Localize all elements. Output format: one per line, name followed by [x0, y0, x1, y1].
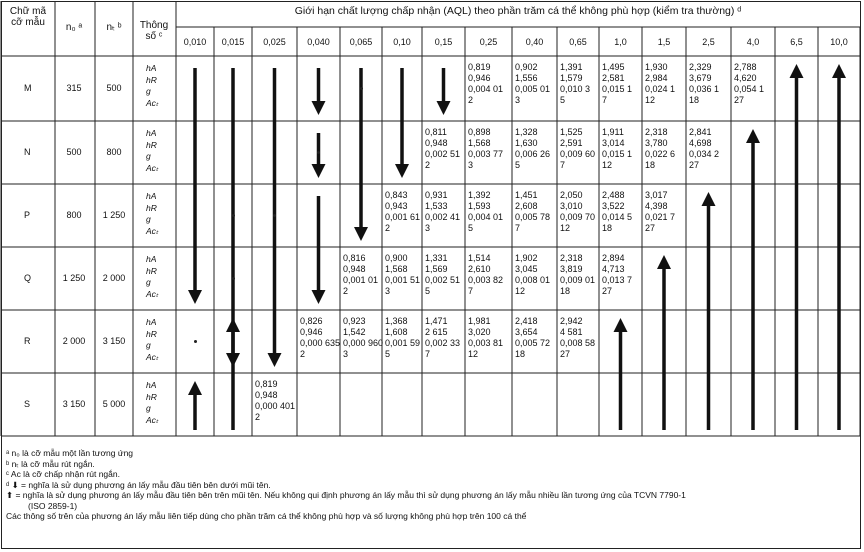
cell-value: 2,329 [689, 62, 712, 72]
arrow-up-icon [614, 318, 628, 430]
cell-value: 0,003 81 [468, 338, 504, 348]
cell-value: 5 [515, 160, 521, 170]
cell-value: 1,495 [602, 62, 625, 72]
cell-value: 0,024 1 [645, 84, 676, 94]
cell-value: 1,593 [468, 201, 491, 211]
cell-value: 0,022 6 [645, 149, 676, 159]
aql-level-1: 0,015 [221, 37, 245, 47]
cell-value: 1,556 [515, 73, 538, 83]
cell-value: 5 [425, 286, 431, 296]
cell-value: 18 [515, 349, 526, 359]
empty-cell-dot [232, 277, 235, 280]
cell-value: 12 [602, 160, 613, 170]
cell-values [515, 253, 550, 297]
cell-value: 3 [515, 95, 521, 105]
param-symbols [146, 317, 158, 363]
cell-value: 27 [602, 286, 613, 296]
cell-value: 5 [468, 223, 474, 233]
cell-values [602, 127, 632, 171]
cell-value: 0,015 1 [602, 84, 633, 94]
param-symbols [146, 191, 158, 237]
cell-value: 0,054 1 [734, 84, 765, 94]
param-symbol: hA [146, 380, 157, 390]
param-symbol: g [146, 151, 151, 161]
row-n0-M: 315 [66, 82, 82, 93]
cell-value: 5 [560, 95, 566, 105]
cell-value: 3 [343, 349, 349, 359]
cell-value: 0,013 7 [602, 275, 633, 285]
cell-value: 0,946 [468, 73, 491, 83]
cell-value: 0,036 1 [689, 84, 720, 94]
footnote-6: Các thông số trên của phương án lấy mẫu liên tiếp dùng cho phần trăm cá thể không phù hợp và số lượng không phù hợp trên 100 cá thể [6, 511, 527, 521]
param-symbol: g [146, 86, 151, 96]
cell-value: 3,679 [689, 73, 712, 83]
cell-values [645, 127, 675, 171]
cell-values [385, 316, 420, 360]
cell-values [560, 316, 595, 360]
cell-value: 3,522 [602, 201, 625, 211]
cell-values [425, 316, 460, 360]
row-code-P: P [24, 209, 31, 220]
cell-value: 0,008 01 [515, 275, 551, 285]
cell-value: 1,542 [343, 327, 366, 337]
empty-cell-dot [232, 214, 235, 217]
row-code-Q: Q [24, 272, 32, 283]
cell-value: 1,533 [425, 201, 448, 211]
aql-level-2: 0,025 [263, 37, 286, 47]
cell-value: 0,002 51 [425, 149, 461, 159]
aql-level-11: 1,5 [657, 37, 671, 47]
cell-value: 1,328 [515, 127, 538, 137]
aql-level-0: 0,010 [183, 37, 207, 47]
cell-value: 2,608 [515, 201, 538, 211]
cell-value: 0,819 [468, 62, 491, 72]
cell-value: 0,034 2 [689, 149, 720, 159]
cell-value: 1,568 [468, 138, 491, 148]
param-symbol: hR [146, 74, 157, 85]
cell-value: 3,020 [468, 327, 491, 337]
row-nt-P: 1 250 [102, 209, 126, 220]
cell-values [560, 127, 595, 171]
param-symbol: Acₜ [146, 351, 159, 362]
cell-value: 1,902 [515, 253, 538, 263]
row-code-S: S [24, 398, 31, 409]
cell-value: 1,930 [645, 62, 668, 72]
cell-value: 1,451 [515, 190, 538, 200]
cell-values [515, 190, 550, 234]
cell-value: 18 [602, 223, 613, 233]
aql-level-9: 0,65 [569, 37, 587, 47]
cell-value: 4 581 [560, 327, 583, 337]
cell-value: 0,001 61 [385, 212, 421, 222]
cell-value: 7 [515, 223, 521, 233]
footnote-3: ᵈ ⬇ = nghĩa là sử dụng phương án lấy mẫu đầu tiên bên dưới mũi tên. [6, 479, 271, 490]
param-symbol: hA [146, 254, 157, 264]
cell-values [602, 190, 632, 234]
param-symbol: g [146, 340, 151, 350]
cell-value: 7 [468, 286, 474, 296]
cell-value: 0,819 [255, 379, 278, 389]
row-code-M: M [24, 82, 32, 93]
row-code-R: R [24, 335, 31, 346]
empty-cell-dot [273, 214, 276, 217]
arrow-down-icon [354, 68, 368, 241]
cell-value: 2,418 [515, 316, 538, 326]
row-n0-N: 500 [66, 146, 82, 157]
cell-values [255, 379, 295, 423]
cell-value: 1,579 [560, 73, 583, 83]
param-symbol: Acₜ [146, 225, 159, 236]
aql-level-15: 10,0 [830, 37, 848, 47]
cell-value: 3 [385, 286, 391, 296]
arrow-down-icon [312, 196, 326, 304]
cell-value: 0,003 77 [468, 149, 504, 159]
cell-value: 0,001 59 [385, 338, 421, 348]
aql-level-12: 2,5 [702, 37, 715, 47]
cell-value: 3,819 [560, 264, 583, 274]
arrow-down-icon [395, 68, 409, 178]
cell-value: 1,608 [385, 327, 408, 337]
cell-value: 0,004 01 [468, 212, 504, 222]
cell-value: 0,000 635 [300, 338, 341, 348]
cell-value: 2,591 [560, 138, 583, 148]
param-symbol: hA [146, 191, 157, 201]
param-symbol: hR [146, 265, 157, 276]
param-symbol: g [146, 214, 151, 224]
cell-value: 12 [645, 95, 656, 105]
cell-value: 2,841 [689, 127, 712, 137]
cell-value: 0,015 1 [602, 149, 633, 159]
footnote-1: ᵇ nₜ là cỡ mẫu rút ngắn. [6, 458, 95, 469]
cell-value: 0,948 [425, 138, 448, 148]
cell-value: 18 [645, 160, 656, 170]
cell-value: 1,331 [425, 253, 448, 263]
cell-value: 27 [560, 349, 571, 359]
cell-value: 18 [560, 286, 571, 296]
cell-value: 2,788 [734, 62, 757, 72]
cell-values [343, 253, 378, 297]
row-n0-P: 800 [66, 209, 82, 220]
param-symbol: Acₜ [146, 162, 159, 173]
cell-value: 1,911 [602, 127, 624, 137]
cell-values [425, 253, 460, 297]
row-n0-Q: 1 250 [62, 272, 86, 283]
cell-value: 0,000 401 [255, 401, 296, 411]
cell-value: 0,002 33 [425, 338, 461, 348]
param-symbol: hA [146, 128, 157, 138]
row-nt-R: 3 150 [102, 335, 126, 346]
cell-value: 3,014 [602, 138, 625, 148]
aql-level-10: 1,0 [614, 37, 627, 47]
cell-value: 0,003 82 [468, 275, 504, 285]
cell-value: 0,005 01 [515, 84, 551, 94]
empty-cell-dot [194, 340, 197, 343]
cell-value: 4,713 [602, 264, 625, 274]
cell-value: 0,002 51 [425, 275, 461, 285]
cell-value: 1,981 [468, 316, 491, 326]
cell-value: 0,005 72 [515, 338, 551, 348]
aql-title: Giới hạn chất lượng chấp nhận (AQL) theo phần trăm cá thể không phù hợp (kiểm tra thường) ᵈ [294, 5, 742, 17]
aql-level-6: 0,15 [434, 37, 453, 47]
row-nt-M: 500 [106, 82, 122, 93]
cell-value: 0,898 [468, 127, 491, 137]
param-symbols [146, 380, 158, 426]
cell-value: 27 [734, 95, 745, 105]
cell-value: 0,009 70 [560, 212, 596, 222]
cell-value: 0,001 01 [343, 275, 379, 285]
cell-value: 3,654 [515, 327, 538, 337]
cell-value: 2,318 [645, 127, 668, 137]
footnote-4: ⬆ = nghĩa là sử dụng phương án lấy mẫu đầu tiên bên trên mũi tên. Nếu không qui định phương án lấy mẫu thì sử dụng phương án lấy mẫu nhiều lần tương ứng của TCVN 7790-1 [6, 490, 686, 500]
cell-value: 0,002 41 [425, 212, 461, 222]
cell-values [689, 127, 719, 171]
param-symbols [146, 254, 158, 300]
cell-value: 1,471 [425, 316, 448, 326]
param-symbol: g [146, 277, 151, 287]
cell-value: 2 [255, 412, 261, 422]
cell-values [515, 316, 550, 360]
cell-value: 0,902 [515, 62, 538, 72]
cell-value: 1,368 [385, 316, 408, 326]
cell-value: 0,009 60 [560, 149, 596, 159]
row-code-N: N [24, 146, 31, 157]
cell-values [560, 190, 595, 234]
cell-value: 3,010 [560, 201, 583, 211]
arrow-down-icon [312, 68, 326, 115]
cell-value: 0,843 [385, 190, 408, 200]
cell-value: 0,001 51 [385, 275, 421, 285]
aql-level-8: 0,40 [525, 37, 544, 47]
cell-value: 0,948 [255, 390, 278, 400]
aql-level-13: 4,0 [746, 37, 760, 47]
cell-value: 0,004 01 [468, 84, 504, 94]
cell-value: 2,318 [560, 253, 583, 263]
param-symbol: hR [146, 202, 157, 213]
aql-level-5: 0,10 [393, 37, 411, 47]
param-symbols [146, 128, 158, 174]
cell-value: 2,984 [645, 73, 668, 83]
cell-value: 1,392 [468, 190, 491, 200]
cell-value: 0,009 01 [560, 275, 596, 285]
footnote-5: (ISO 2859-1) [28, 500, 78, 511]
cell-values [602, 62, 632, 106]
cell-value: 4,398 [645, 201, 668, 211]
empty-cell-dot [360, 87, 363, 90]
cell-value: 2 [300, 349, 306, 359]
cell-value: 0,826 [300, 316, 323, 326]
param-symbols [146, 63, 158, 109]
arrow-up-icon [702, 192, 716, 430]
arrow-up-icon [657, 255, 671, 430]
arrow-up-icon [188, 381, 202, 430]
param-symbol: hR [146, 328, 157, 339]
aql-level-4: 0,065 [349, 37, 373, 47]
empty-cell-dot [317, 151, 320, 154]
cell-value: 2,610 [468, 264, 491, 274]
cell-values [385, 253, 420, 297]
cell-values [515, 127, 550, 171]
cell-value: 0,931 [425, 190, 448, 200]
col-header-n0: n₀ ᵃ [65, 22, 83, 33]
arrow-up-icon [746, 129, 760, 430]
cell-values [645, 190, 675, 234]
aql-level-7: 0,25 [479, 37, 498, 47]
row-nt-N: 800 [106, 146, 122, 157]
arrow-down-icon [312, 133, 326, 178]
cell-value: 1,514 [468, 253, 491, 263]
cell-values [468, 62, 503, 106]
cell-value: 0,010 3 [560, 84, 591, 94]
param-symbol: hR [146, 391, 157, 402]
cell-value: 12 [515, 286, 526, 296]
cell-value: 1,569 [425, 264, 448, 274]
cell-values [468, 190, 503, 234]
cell-value: 0,923 [343, 316, 366, 326]
cell-values [734, 62, 764, 106]
cell-values [385, 190, 420, 234]
aql-level-14: 6,5 [790, 37, 803, 47]
cell-value: 7 [602, 95, 608, 105]
cell-value: 4,698 [689, 138, 712, 148]
footnote-0: ᵃ n₀ là cỡ mẫu một lần tương ứng [6, 448, 134, 458]
cell-value: 2,050 [560, 190, 583, 200]
cell-value: 3,045 [515, 264, 538, 274]
cell-values [468, 253, 503, 297]
cell-values [560, 253, 595, 297]
param-symbol: Acₜ [146, 288, 159, 299]
row-n0-S: 3 150 [62, 398, 86, 409]
cell-values [425, 190, 460, 234]
cell-value: 3,017 [645, 190, 668, 200]
cell-value: 27 [645, 223, 656, 233]
arrow-up-icon [226, 318, 240, 430]
cell-value: 1,391 [560, 62, 583, 72]
cell-value: 0,008 58 [560, 338, 596, 348]
cell-value: 2,581 [602, 73, 625, 83]
cell-values [300, 316, 340, 360]
cell-values [515, 62, 550, 106]
cell-value: 12 [560, 223, 571, 233]
cell-value: 3 [425, 223, 431, 233]
cell-value: 0,006 26 [515, 149, 551, 159]
col-header-nt: nₜ ᵇ [106, 22, 122, 33]
row-nt-S: 5 000 [102, 398, 126, 409]
cell-values [602, 253, 632, 297]
cell-value: 3,780 [645, 138, 668, 148]
cell-value: 0,948 [343, 264, 366, 274]
cell-value: 2 [425, 160, 431, 170]
param-symbol: hA [146, 63, 157, 73]
cell-value: 4,620 [734, 73, 757, 83]
cell-value: 12 [468, 349, 479, 359]
cell-values [343, 316, 383, 360]
row-n0-R: 2 000 [62, 335, 86, 346]
param-symbol: hR [146, 139, 157, 150]
param-symbol: hA [146, 317, 157, 327]
cell-value: 1,630 [515, 138, 538, 148]
cell-value: 0,900 [385, 253, 408, 263]
cell-value: 3 [468, 160, 474, 170]
cell-value: 2 [385, 223, 391, 233]
cell-values [560, 62, 590, 106]
cell-value: 2 [468, 95, 474, 105]
cell-values [468, 316, 503, 360]
cell-value: 5 [385, 349, 391, 359]
cell-value: 0,811 [425, 127, 447, 137]
cell-value: 0,000 960 [343, 338, 384, 348]
cell-value: 0,946 [300, 327, 323, 337]
arrow-down-icon [437, 68, 451, 115]
arrow-down-icon [188, 68, 202, 304]
cell-values [468, 127, 503, 171]
aql-level-3: 0,040 [307, 37, 330, 47]
cell-values [689, 62, 719, 106]
cell-values [425, 127, 460, 171]
cell-value: 2,894 [602, 253, 625, 263]
cell-values [645, 62, 675, 106]
cell-value: 0,014 5 [602, 212, 633, 222]
cell-value: 0,005 78 [515, 212, 551, 222]
cell-value: 2,942 [560, 316, 583, 326]
arrow-down-icon [268, 68, 282, 367]
cell-value: 27 [689, 160, 700, 170]
cell-value: 0,943 [385, 201, 408, 211]
footnotes [6, 448, 686, 522]
cell-value: 2,488 [602, 190, 625, 200]
cell-value: 1,568 [385, 264, 408, 274]
row-nt-Q: 2 000 [102, 272, 126, 283]
cell-value: 2 615 [425, 327, 448, 337]
param-symbol: g [146, 403, 151, 413]
cell-value: 0,816 [343, 253, 366, 263]
cell-value: 18 [689, 95, 700, 105]
param-symbol: Acₜ [146, 97, 159, 108]
cell-value: 1,525 [560, 127, 583, 137]
col-header-param: Thông số ᶜ [139, 20, 169, 42]
param-symbol: Acₜ [146, 414, 159, 425]
col-header-code: Chữ mã cỡ mẫu [9, 6, 47, 28]
footnote-2: ᶜ Ac là cỡ chấp nhận rút ngắn. [6, 469, 120, 479]
cell-value: 7 [425, 349, 431, 359]
cell-value: 7 [560, 160, 566, 170]
cell-value: 0,021 7 [645, 212, 676, 222]
cell-value: 2 [343, 286, 349, 296]
